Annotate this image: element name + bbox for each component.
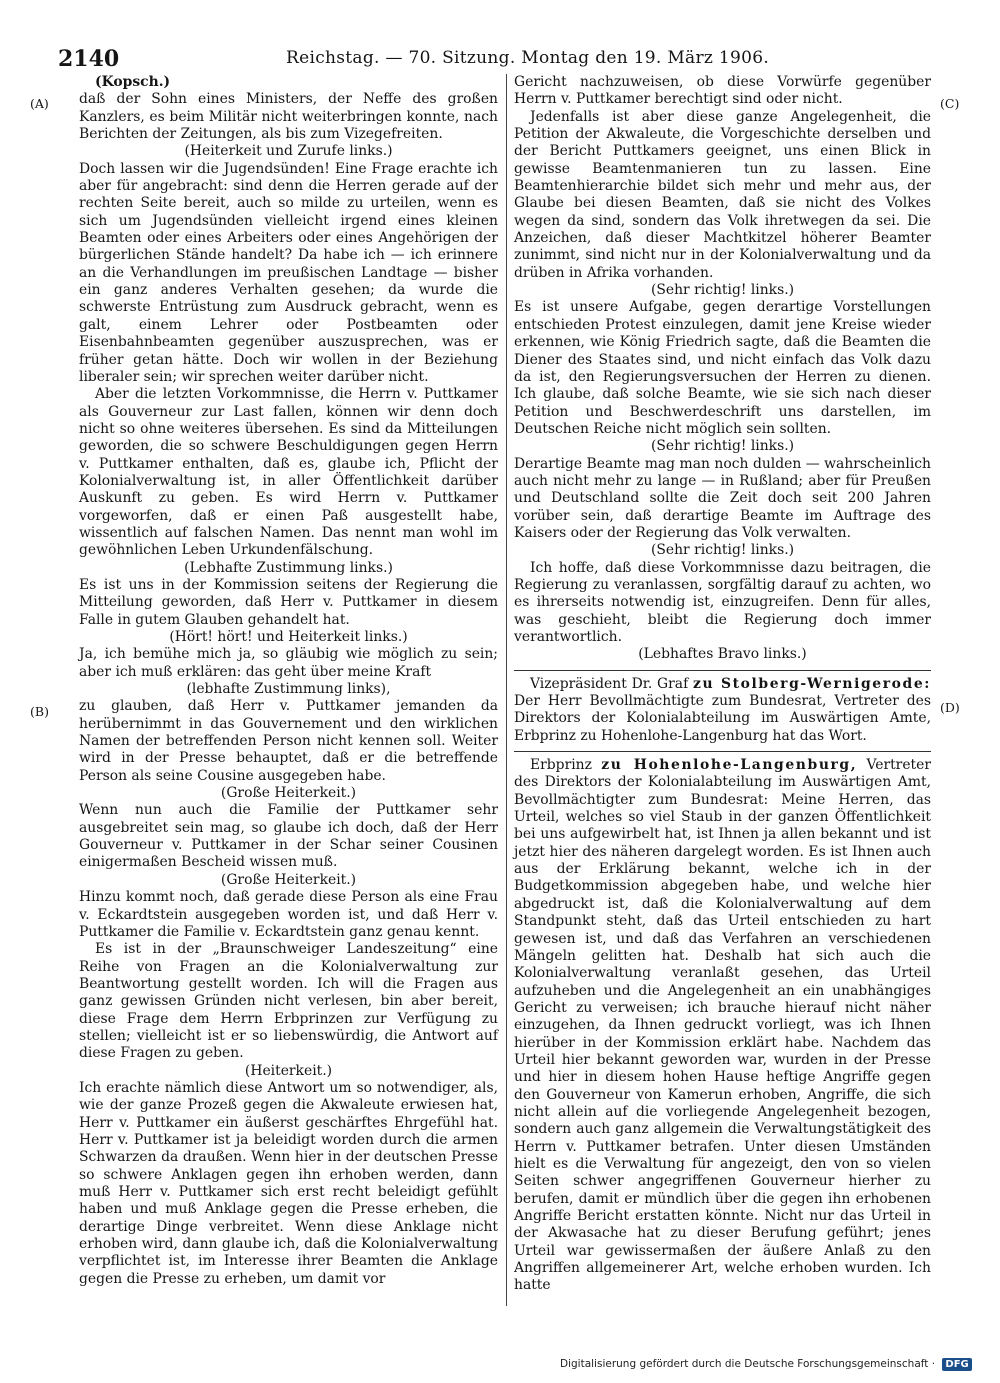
speaker-text: Vertreter des Direktors der Kolonialabteilung im Auswärtigen Amt, Bevollmächtigter zum Bundesrat: Meine Herren, das Urteil, welches so viel Staub in der ganzen Öffentlichkeit bei uns aufgewirbelt hat, ist Ihnen ja allen bekannt und ist jetzt hier des näheren dargelegt worden. Es ist Ihnen auch aus der Erklärung bekannt, welche ich in der Budgetkommission abgegeben habe, und welche hier abgedruckt ist, daß die Kolonialverwaltung auf dem Standpunkt steht, daß das Urteil entschieden zu hart gewesen ist, und daß das Verfahren an verschiedenen Mängeln gelitten hat. Deshalb hat sich auch die Kolonialverwaltung veranlaßt gesehen, das Urteil aufzuheben und die Angelegenheit an ein unabhängiges Gericht zu verweisen; ich brauche hierauf nicht näher einzugehen, da Ihnen gedruckt vorliegt, was ich Ihnen hierüber in der Kommission erklärt habe. Nachdem das Urteil hier bekannt geworden war, wurden in der Presse und hier in diesem hohen Hause heftige Angriffe gegen den Gouverneur von Kamerun erhoben, Angriffe, die sich nicht allein auf die vorliegende Angelegenheit bezogen, sondern auch ganz allgemein die Verwaltungstätigkeit des Herrn v. Puttkamer betrafen. Unter diesen Umständen hielt es die Verwaltung für angezeigt, den von so vielen Seiten schwer angegriffenen Gouverneur hierher zu berufen, damit er mündlich über die gegen ihn erhobenen Angriffe Bericht erstatten könnte. Nicht nur das Urteil in der Akwasache hat zu dieser Berufung geführt; jenes Urteil war gewissermaßen der äußere Anlaß zu den Angriffen allgemeinerer Art, welche erhoben wurden. Ich hatte bbox=[514, 757, 931, 1294]
speaker-paragraph-vice-president bbox=[514, 676, 931, 745]
page-number: 2140 bbox=[58, 46, 120, 72]
paragraph: Ich hoffe, daß diese Vorkommnisse dazu beitragen, die Regierung zu veranlassen, sorgfältig darauf zu achten, wo es ihrerseits notwendig ist, einzugreifen. Denn für alles, was geschieht, bleibt die Regierung doch immer verantwortlich. bbox=[514, 559, 931, 645]
speaker-name: zu Stolberg-Wernigerode: bbox=[693, 675, 932, 692]
reaction: (Hört! hört! und Heiterkeit links.) bbox=[169, 629, 408, 645]
margin-mark-a: (A) bbox=[30, 96, 49, 111]
speaker-title: Vizepräsident Dr. Graf bbox=[530, 675, 689, 692]
reaction: (Sehr richtig! links.) bbox=[650, 282, 795, 299]
speaker-name: (Kopsch.) bbox=[95, 74, 171, 90]
paragraph: Gericht nachzuweisen, ob diese Vorwürfe gegenüber Herrn v. Puttkamer berechtigt sind oder nicht. bbox=[514, 74, 931, 108]
section-separator bbox=[514, 670, 931, 671]
left-column bbox=[79, 74, 498, 1288]
paragraph: zu glauben, daß Herr v. Puttkamer jemanden da herübernimmt in das Gouvernement und den wirklichen Namen der betreffenden Person nicht kennen soll. Weiter wird in der Presse behauptet, daß er die betreffende Person als seine Cousine ausgegeben habe. bbox=[79, 698, 498, 784]
margin-mark-d: (D) bbox=[940, 700, 960, 715]
running-head: Reichstag. — 70. Sitzung. Montag den 19. März 1906. bbox=[286, 48, 770, 68]
credit-text: Digitalisierung gefördert durch die Deutsche Forschungsgemeinschaft · bbox=[560, 1358, 936, 1370]
speaker-text: Der Herr Bevollmächtigte zum Bundesrat, Vertreter des Direktors der Kolonialabteilung im Auswärtigen Amte, Erbprinz zu Hohenlohe-Langenburg hat das Wort. bbox=[514, 693, 931, 744]
reaction: (Heiterkeit.) bbox=[244, 1062, 333, 1079]
reaction: (lebhafte Zustimmung links), bbox=[186, 681, 391, 698]
reaction: (Lebhaftes Bravo links.) bbox=[638, 646, 807, 663]
margin-mark-b: (B) bbox=[30, 704, 49, 719]
reaction: (Sehr richtig! links.) bbox=[650, 438, 795, 455]
paragraph: Wenn nun auch die Familie der Puttkamer sehr ausgebreitet sein mag, so glaube ich doch, daß der Herr Gouverneur v. Puttkamer in der Schar seiner Cousinen einigermaßen Bescheid wissen muß. bbox=[79, 802, 498, 871]
reaction: (Große Heiterkeit.) bbox=[220, 785, 357, 802]
column-divider bbox=[506, 74, 507, 1306]
paragraph: Derartige Beamte mag man noch dulden — wahrscheinlich auch nicht mehr zu lange — in Rußland; aber für Preußen und Deutschland sollte die Zeit doch seit 200 Jahren vorüber sein, daß derartige Beamte im Auftrage des Kaisers oder der Regierung das Volk verwalten. bbox=[514, 455, 931, 541]
reaction: (Sehr richtig! links.) bbox=[650, 542, 795, 559]
paragraph: Es ist in der „Braunschweiger Landeszeitung“ eine Reihe von Fragen an die Kolonialverwaltung zur Beantwortung gestellt worden. Ich will die Fragen aus ganz gewissen Gründen nicht verlesen, bin aber bereit, diese Frage dem Herrn Erbprinzen zur Verfügung zu stellen; vielleicht ist er so liebenswürdig, die Antwort auf diese Fragen zu geben. bbox=[79, 941, 498, 1062]
section-separator bbox=[514, 751, 931, 752]
dfg-logo: DFG bbox=[942, 1358, 971, 1371]
paragraph: Doch lassen wir die Jugendsünden! Eine Frage erachte ich aber für angebracht: sind denn die Herren gerade auf der rechten Seite bereit, auch so milde zu urteilen, wenn es sich um Jugendsünden vielleicht irgend eines kleinen Beamten oder eines Arbeiters oder eines Angehörigen der bürgerlichen Stände handelt? Da habe ich — ich erinnere an die Verhandlungen im preußischen Landtage — bisher ein ganz anderes Verhalten gesehen; da wurde die schwerste Entrüstung zum Ausdruck gebracht, wenn es galt, einem Lehrer oder Postbeamten oder Eisenbahnbeamten gegenüber auszusprechen, was er früher getan hätte. Doch wir wollen in der Beziehung liberaler sein; wir sprechen weiter darüber nicht. bbox=[79, 160, 498, 385]
reaction: (Lebhafte Zustimmung links.) bbox=[184, 559, 393, 576]
reaction: (Große Heiterkeit.) bbox=[220, 871, 357, 888]
paragraph: Es ist unsere Aufgabe, gegen derartige Vorstellungen entschieden Protest einzulegen, damit jene Kreise wieder erkennen, wie König Friedrich sagte, daß die Beamten die Diener des Staates sind, und nicht einfach das Volk dazu da ist, den Regierungsversuchen der Herren zu dienen. Ich glaube, daß solche Beamte, wie sie sich nach dieser Petition und Beschwerdeschrift uns darstellen, im Deutschen Reiche nicht möglich sein sollten. bbox=[514, 299, 931, 437]
speaker-paragraph-erbprinz bbox=[514, 757, 931, 1295]
paragraph: Jedenfalls ist aber diese ganze Angelegenheit, die Petition der Akwaleute, die Vorgeschichte derselben und der Bericht Puttkamers geeignet, uns einen Blick in gewisse Beamtenmanieren tun zu lassen. Eine Beamtenhierarchie bildet sich mehr und mehr aus, der Glaube bei diesen Beamten, daß sie nicht des Volkes wegen da sind, sondern das Volk ihretwegen da sei. Die Anzeichen, daß dieser Machtkitzel höherer Beamter zunimmt, sind nicht nur in der Kolonialverwaltung und da drüben in Afrika vorhanden. bbox=[514, 108, 931, 281]
right-column bbox=[514, 74, 931, 1295]
digitization-credit bbox=[560, 1358, 972, 1371]
paragraph: Ich erachte nämlich diese Antwort um so notwendiger, als, wie der ganze Prozeß gegen die Akwaleute erwiesen hat, Herr v. Puttkamer ein äußerst geschärftes Ehrgefühl hat. Herr v. Puttkamer ist ja beleidigt worden durch die armen Schwarzen da draußen. Wenn hier in der deutschen Presse so schwere Anklagen gegen ihn erhoben werden, dann muß Herr v. Puttkamer sich erst recht beleidigt gefühlt haben und muß Anklage gegen die Presse erheben, die derartige Dinge verbreitet. Wenn diese Anklage nicht erhoben wird, dann glaube ich, daß die Kolonialverwaltung verpflichtet ist, im Interesse ihrer Beamten die Anklage gegen die Presse zu erheben, um damit vor bbox=[79, 1079, 498, 1287]
paragraph: Es ist uns in der Kommission seitens der Regierung die Mitteilung geworden, daß Herr v. Puttkamer in diesem Falle in gutem Glauben gehandelt hat. bbox=[79, 576, 498, 628]
margin-mark-c: (C) bbox=[940, 96, 960, 111]
speaker-name: zu Hohenlohe-Langenburg, bbox=[601, 757, 858, 774]
speaker-title: Erbprinz bbox=[530, 757, 592, 774]
reaction: (Heiterkeit und Zurufe links.) bbox=[184, 143, 393, 160]
paragraph: Hinzu kommt noch, daß gerade diese Person als eine Frau v. Eckardtstein ausgegeben worden ist, und daß Herr v. Puttkamer die Familie v. Eckardtstein ganz genau kennt. bbox=[79, 889, 498, 940]
paragraph: Ja, ich bemühe mich ja, so gläubig wie möglich zu sein; aber ich muß erklären: das geht über meine Kraft bbox=[79, 646, 498, 680]
page-header bbox=[58, 46, 958, 72]
paragraph: Aber die letzten Vorkommnisse, die Herrn v. Puttkamer als Gouverneur zur Last fallen, können wir denn doch nicht so ohne weiteres übersehen. Es sind da Mitteilungen geworden, die so schwere Beschuldigungen gegen Herrn v. Puttkamer enthalten, daß es, glaube ich, Pflicht der Kolonialverwaltung ist, in aller Öffentlichkeit darüber Auskunft zu geben. Es wird Herrn v. Puttkamer vorgeworfen, daß er einen Paß ausgestellt habe, wissentlich auf falschen Namen. Das nennt man wohl im gewöhnlichen Leben Urkundenfälschung. bbox=[79, 386, 498, 559]
paragraph: daß der Sohn eines Ministers, der Neffe des großen Kanzlers, es beim Militär nicht weiterbringen konnte, nach Berichten der Zeitungen, als bis zum Vizegefreiten. bbox=[79, 91, 498, 143]
